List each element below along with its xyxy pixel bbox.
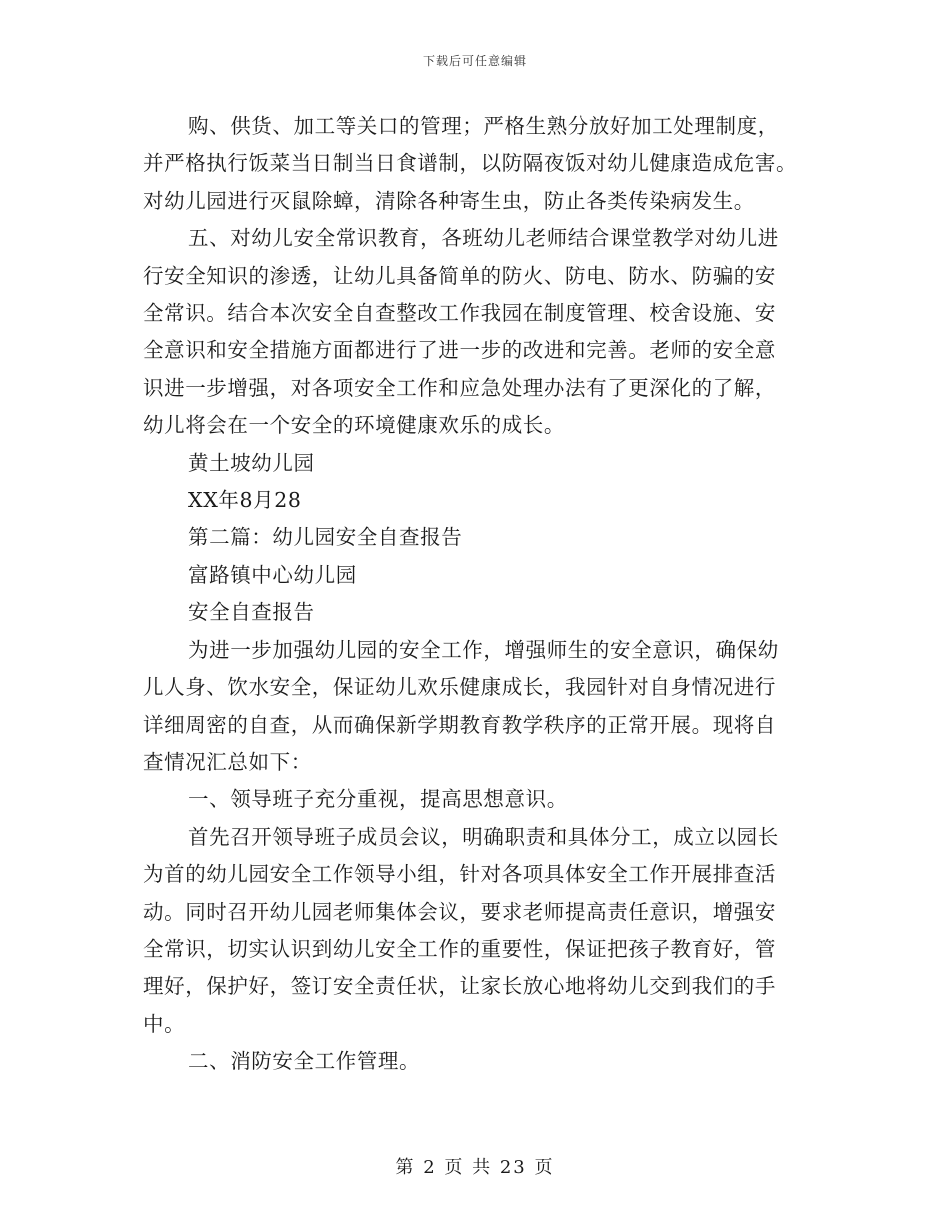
text-line: 行安全知识的渗透，让幼儿具备简单的防火、防电、防水、防骗的安 <box>143 263 776 288</box>
text-line: 一、领导班子充分重视，提高思想意识。 <box>188 787 568 812</box>
text-line: 查情况汇总如下： <box>143 749 312 774</box>
paragraph <box>143 557 815 594</box>
text-line: 儿人身、饮水安全，保证幼儿欢乐健康成长，我园针对自身情况进行 <box>143 675 776 700</box>
page-number-footer: 第 2 页 共 23 页 <box>395 1157 555 1178</box>
paragraph <box>143 482 815 519</box>
text-line: 为进一步加强幼儿园的安全工作，增强师生的安全意识，确保幼 <box>188 637 779 662</box>
paragraph <box>143 632 815 782</box>
text-line: 详细周密的自查，从而确保新学期教育教学秩序的正常开展。现将自 <box>143 712 776 737</box>
text-line: 识进一步增强，对各项安全工作和应急处理办法有了更深化的了解， <box>143 375 776 400</box>
paragraph <box>143 594 815 631</box>
text-line: 购、供货、加工等关口的管理；严格生熟分放好加工处理制度， <box>188 114 779 138</box>
text-line: 富路镇中心幼儿园 <box>188 562 357 587</box>
text-line: 动。同时召开幼儿园老师集体会议，要求老师提高责任意识，增强安 <box>143 899 776 924</box>
paragraph <box>143 445 815 482</box>
text-line: 中。 <box>143 1011 186 1036</box>
document-body <box>143 108 815 1081</box>
paragraph <box>143 108 815 220</box>
text-line: 全常识，切实认识到幼儿安全工作的重要性，保证把孩子教育好，管 <box>143 936 776 961</box>
text-line: 全意识和安全措施方面都进行了进一步的改进和完善。老师的安全意 <box>143 338 776 363</box>
paragraph <box>143 519 815 556</box>
text-line: 为首的幼儿园安全工作领导小组，针对各项具体安全工作开展排查活 <box>143 862 776 887</box>
text-line: 对幼儿园进行灭鼠除蟑，清除各种寄生虫，防止各类传染病发生。 <box>143 188 755 213</box>
text-line: 第二篇：幼儿园安全自查报告 <box>188 525 463 550</box>
text-line: 并严格执行饭菜当日制当日食谱制，以防隔夜饭对幼儿健康造成危害。 <box>143 151 798 176</box>
paragraph <box>143 781 815 818</box>
paragraph <box>143 1043 815 1080</box>
header-note: 下载后可任意编辑 <box>422 54 527 68</box>
text-line: 二、消防安全工作管理。 <box>188 1049 421 1074</box>
text-line: 幼儿将会在一个安全的环境健康欢乐的成长。 <box>143 413 565 438</box>
text-line: 安全自查报告 <box>188 600 315 625</box>
text-line: 黄土坡幼儿园 <box>188 450 315 475</box>
text-line: 理好，保护好，签订安全责任状，让家长放心地将幼儿交到我们的手 <box>143 974 776 999</box>
paragraph <box>143 819 815 1043</box>
text-line: 全常识。结合本次安全自查整改工作我园在制度管理、校舍设施、安 <box>143 301 776 326</box>
text-line: 首先召开领导班子成员会议，明确职责和具体分工，成立以园长 <box>188 824 779 849</box>
text-line: XX年8月28 <box>188 488 302 513</box>
paragraph <box>143 220 815 444</box>
text-line: 五、对幼儿安全常识教育，各班幼儿老师结合课堂教学对幼儿进 <box>188 226 779 251</box>
